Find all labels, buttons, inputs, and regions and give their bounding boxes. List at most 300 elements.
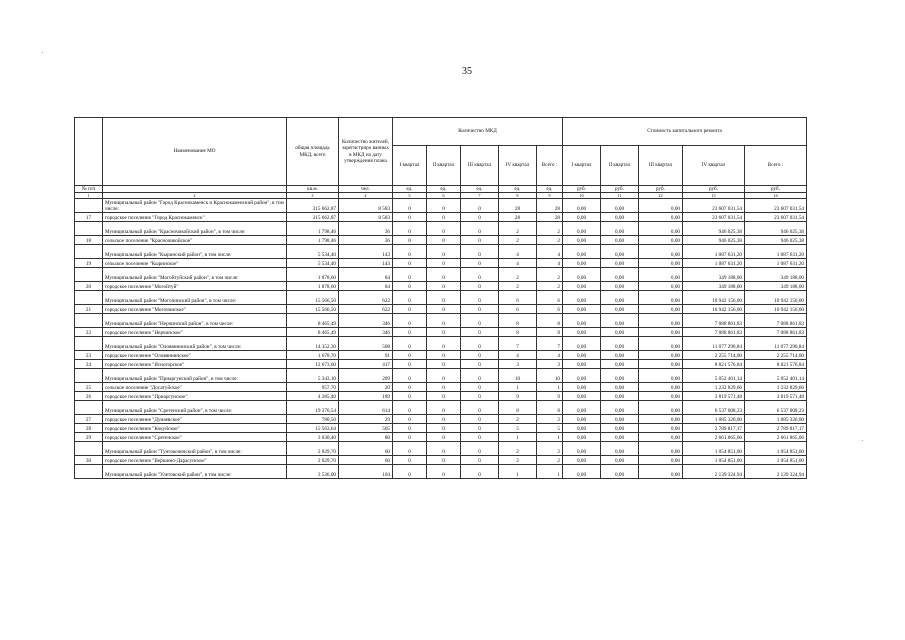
row-mkd-q2: 0 [427, 456, 461, 465]
header-mkd-q3: III квартал [461, 146, 499, 186]
row-cost-q1: 0,00 [563, 369, 601, 383]
row-name: сельское поселение "Красночикойское" [103, 236, 287, 245]
header-residents: Количество жителей, зарегистриро ванных в МКД на дату утверждения плана [339, 118, 393, 186]
row-cost-q2: 0,00 [601, 415, 639, 424]
row-cost-total: 349 188,00 [745, 268, 807, 282]
row-mkd-q1: 0 [393, 369, 427, 383]
row-name: городское поселение "Оловяннинское" [103, 351, 287, 360]
municipal-district-row [75, 314, 807, 328]
row-mkd-q1: 0 [393, 351, 427, 360]
row-area: 1 798,46 [287, 236, 339, 245]
row-mkd-q2: 0 [427, 328, 461, 337]
row-name: городское поселение "Нерчинское" [103, 328, 287, 337]
municipal-district-row [75, 222, 807, 236]
row-cost-q2: 0,00 [601, 369, 639, 383]
unit-rub: руб. [563, 186, 601, 193]
row-cost-total: 946 025,38 [745, 236, 807, 245]
row-name: городское поселение "Вершино-Дарасунское" [103, 456, 287, 465]
row-cost-q1: 0,00 [563, 415, 601, 424]
row-cost-q2: 0,00 [601, 222, 639, 236]
row-area: 5 534,40 [287, 245, 339, 259]
row-mkd-total: 6 [537, 305, 563, 314]
row-mkd-q2: 0 [427, 351, 461, 360]
row-cost-q4: 349 188,00 [683, 268, 745, 282]
row-cost-q2: 0,00 [601, 328, 639, 337]
row-cost-total: 10 942 156,00 [745, 291, 807, 305]
row-cost-q2: 0,00 [601, 259, 639, 268]
row-area: 5 343,10 [287, 369, 339, 383]
row-cost-q1: 0,00 [563, 236, 601, 245]
row-area: 12 673,60 [287, 360, 339, 369]
row-number [75, 314, 103, 328]
row-area: 15 563,64 [287, 424, 339, 433]
row-cost-q4: 1 087 631,20 [683, 259, 745, 268]
row-cost-q3: 0,00 [639, 465, 683, 479]
row-name: сельское поселение "Досатуйское" [103, 383, 287, 392]
row-cost-total: 11 077 290,84 [745, 337, 807, 351]
row-mkd-total: 2 [537, 282, 563, 291]
row-people: 84 [339, 268, 393, 282]
row-cost-q3: 0,00 [639, 415, 683, 424]
row-cost-q3: 0,00 [639, 392, 683, 401]
row-mkd-q4: 28 [499, 213, 537, 222]
row-mkd-q4: 2 [499, 415, 537, 424]
column-number: 2 [103, 193, 287, 199]
row-cost-q4: 349 188,00 [683, 282, 745, 291]
column-number: 6 [427, 193, 461, 199]
row-area: 3 536,00 [287, 465, 339, 479]
row-mkd-q4: 2 [499, 268, 537, 282]
row-number [75, 268, 103, 282]
row-mkd-q4: 3 [499, 360, 537, 369]
settlement-row [75, 424, 807, 433]
row-mkd-q3: 0 [461, 314, 499, 328]
row-cost-q2: 0,00 [601, 433, 639, 442]
table-body [75, 199, 807, 479]
row-mkd-q2: 0 [427, 465, 461, 479]
municipal-district-row [75, 442, 807, 456]
row-mkd-q1: 0 [393, 433, 427, 442]
row-people: 622 [339, 305, 393, 314]
row-cost-q3: 0,00 [639, 213, 683, 222]
row-mkd-total: 9 [537, 392, 563, 401]
row-cost-total: 1 087 631,20 [745, 245, 807, 259]
settlement-row [75, 360, 807, 369]
row-mkd-total: 4 [537, 259, 563, 268]
row-mkd-q3: 0 [461, 424, 499, 433]
row-mkd-q3: 0 [461, 245, 499, 259]
row-cost-q4: 5 052 401,14 [683, 369, 745, 383]
settlement-row [75, 456, 807, 465]
row-mkd-q1: 0 [393, 305, 427, 314]
row-cost-q2: 0,00 [601, 392, 639, 401]
row-cost-q4: 6 537 008,23 [683, 401, 745, 415]
row-people: 29 [339, 415, 393, 424]
row-cost-q3: 0,00 [639, 236, 683, 245]
row-name: Муниципальный район "Могочинский район", в том числе: [103, 291, 287, 305]
row-mkd-total: 4 [537, 351, 563, 360]
row-people: 60 [339, 442, 393, 456]
row-cost-q4: 7 088 861,83 [683, 314, 745, 328]
row-mkd-q3: 0 [461, 305, 499, 314]
row-mkd-q4: 2 [499, 236, 537, 245]
row-cost-q4: 7 088 861,83 [683, 328, 745, 337]
row-mkd-q1: 0 [393, 424, 427, 433]
row-number [75, 245, 103, 259]
settlement-row [75, 282, 807, 291]
row-cost-q1: 0,00 [563, 328, 601, 337]
row-cost-q1: 0,00 [563, 456, 601, 465]
row-mkd-q4: 28 [499, 199, 537, 213]
row-mkd-total: 2 [537, 222, 563, 236]
row-cost-q2: 0,00 [601, 213, 639, 222]
row-mkd-total: 1 [537, 383, 563, 392]
row-name: городское поселение "Приаргунское" [103, 392, 287, 401]
row-mkd-q2: 0 [427, 305, 461, 314]
row-cost-q3: 0,00 [639, 282, 683, 291]
row-number [75, 199, 103, 213]
row-people: 209 [339, 369, 393, 383]
row-mkd-q2: 0 [427, 383, 461, 392]
row-area: 19 376,54 [287, 401, 339, 415]
row-cost-q1: 0,00 [563, 199, 601, 213]
row-number: 28 [75, 424, 103, 433]
header-name: Наименование МО [103, 118, 287, 186]
row-mkd-total: 10 [537, 369, 563, 383]
row-mkd-q4: 8 [499, 328, 537, 337]
row-cost-q1: 0,00 [563, 259, 601, 268]
row-cost-q3: 0,00 [639, 360, 683, 369]
row-mkd-q3: 0 [461, 199, 499, 213]
unit-rub: руб. [745, 186, 807, 193]
municipal-district-row [75, 268, 807, 282]
row-cost-total: 7 088 861,83 [745, 328, 807, 337]
row-name: городское поселение "Сретенское" [103, 433, 287, 442]
row-mkd-q2: 0 [427, 222, 461, 236]
row-mkd-q3: 0 [461, 291, 499, 305]
row-number: 25 [75, 383, 103, 392]
row-people: 622 [339, 291, 393, 305]
row-cost-q3: 0,00 [639, 433, 683, 442]
row-name: Муниципальный район "Оловяннинский район", в том числе: [103, 337, 287, 351]
row-mkd-q4: 8 [499, 314, 537, 328]
row-number [75, 369, 103, 383]
row-cost-q4: 1 232 829,66 [683, 383, 745, 392]
row-mkd-q3: 0 [461, 259, 499, 268]
row-mkd-q2: 0 [427, 245, 461, 259]
row-mkd-q4: 2 [499, 456, 537, 465]
row-mkd-q3: 0 [461, 282, 499, 291]
settlement-row [75, 328, 807, 337]
row-people: 143 [339, 259, 393, 268]
header-mkd-q2: II квартал [427, 146, 461, 186]
row-cost-q4: 1 087 631,20 [683, 245, 745, 259]
settlement-row [75, 236, 807, 245]
row-mkd-q1: 0 [393, 259, 427, 268]
column-number: 13 [683, 193, 745, 199]
row-number [75, 442, 103, 456]
row-name: городское поселение "Кокуйское" [103, 424, 287, 433]
settlement-row [75, 305, 807, 314]
row-mkd-q1: 0 [393, 236, 427, 245]
row-area: 1 678,70 [287, 351, 339, 360]
row-mkd-q1: 0 [393, 282, 427, 291]
row-area: 315 662,87 [287, 213, 339, 222]
row-cost-q4: 2 255 714,00 [683, 351, 745, 360]
row-mkd-q2: 0 [427, 424, 461, 433]
row-area: 1 878,60 [287, 268, 339, 282]
header-cost-q3: III квартал [639, 146, 683, 186]
row-area: 15 566,50 [287, 291, 339, 305]
row-cost-total: 8 821 576,84 [745, 360, 807, 369]
row-mkd-total: 1 [537, 465, 563, 479]
row-number: 23 [75, 351, 103, 360]
row-mkd-total: 2 [537, 415, 563, 424]
row-people: 8 583 [339, 213, 393, 222]
unit-count: ед. [393, 186, 427, 193]
row-mkd-q2: 0 [427, 392, 461, 401]
row-cost-q2: 0,00 [601, 314, 639, 328]
row-cost-q1: 0,00 [563, 222, 601, 236]
row-mkd-q3: 0 [461, 465, 499, 479]
row-mkd-q1: 0 [393, 199, 427, 213]
row-name: Муниципальный район "Красночикойский район", в том числе: [103, 222, 287, 236]
row-name: Муниципальный район "Приаргунский район", в том числе: [103, 369, 287, 383]
row-mkd-q2: 0 [427, 360, 461, 369]
header-mkd-total: Всего : [537, 146, 563, 186]
row-number: 21 [75, 305, 103, 314]
row-area: 2 029,70 [287, 456, 339, 465]
row-name: городское поселение "Город Краснокаменск" [103, 213, 287, 222]
row-cost-q1: 0,00 [563, 465, 601, 479]
row-cost-q1: 0,00 [563, 268, 601, 282]
capital-repair-table [74, 117, 807, 479]
row-number: 20 [75, 282, 103, 291]
header-cost-q2: II квартал [601, 146, 639, 186]
row-name: Муниципальный район "Сретенский район", в том числе: [103, 401, 287, 415]
row-area: 14 352,30 [287, 337, 339, 351]
row-mkd-total: 8 [537, 328, 563, 337]
row-cost-total: 349 188,00 [745, 282, 807, 291]
row-name: городское поселение "Могойтуй" [103, 282, 287, 291]
unit-count: ед. [461, 186, 499, 193]
row-cost-q4: 1 085 326,00 [683, 415, 745, 424]
row-people: 104 [339, 465, 393, 479]
row-cost-total: 1 054 851,00 [745, 442, 807, 456]
row-number: 18 [75, 236, 103, 245]
row-mkd-q4: 2 [499, 442, 537, 456]
row-number: 30 [75, 456, 103, 465]
row-cost-q4: 23 607 031,54 [683, 213, 745, 222]
row-cost-q3: 0,00 [639, 442, 683, 456]
row-mkd-q4: 8 [499, 401, 537, 415]
row-number [75, 291, 103, 305]
column-number: 11 [601, 193, 639, 199]
row-people: 417 [339, 360, 393, 369]
row-cost-total: 1 232 829,66 [745, 383, 807, 392]
row-people: 8 583 [339, 199, 393, 213]
row-cost-q4: 1 054 851,00 [683, 456, 745, 465]
row-cost-q1: 0,00 [563, 305, 601, 314]
settlement-row [75, 415, 807, 424]
row-mkd-q3: 0 [461, 401, 499, 415]
row-number: 22 [75, 328, 103, 337]
unit-count: ед. [537, 186, 563, 193]
row-cost-total: 2 789 817,17 [745, 424, 807, 433]
header-cost-group: Стоимость капитального ремонта [563, 118, 807, 146]
row-mkd-q3: 0 [461, 415, 499, 424]
row-cost-q3: 0,00 [639, 259, 683, 268]
municipal-district-row [75, 337, 807, 351]
row-mkd-total: 6 [537, 291, 563, 305]
row-cost-q2: 0,00 [601, 360, 639, 369]
row-people: 80 [339, 433, 393, 442]
row-cost-q3: 0,00 [639, 199, 683, 213]
row-mkd-q4: 6 [499, 305, 537, 314]
row-cost-q1: 0,00 [563, 442, 601, 456]
row-people: 505 [339, 424, 393, 433]
row-number [75, 401, 103, 415]
row-mkd-q3: 0 [461, 383, 499, 392]
row-mkd-q3: 0 [461, 360, 499, 369]
row-cost-q3: 0,00 [639, 314, 683, 328]
row-mkd-q1: 0 [393, 383, 427, 392]
row-cost-q3: 0,00 [639, 291, 683, 305]
row-mkd-q2: 0 [427, 433, 461, 442]
row-mkd-total: 28 [537, 199, 563, 213]
row-mkd-total: 3 [537, 360, 563, 369]
row-cost-total: 3 819 571,48 [745, 392, 807, 401]
row-cost-q1: 0,00 [563, 337, 601, 351]
column-number: 7 [461, 193, 499, 199]
row-area: 1 878,60 [287, 282, 339, 291]
row-mkd-q3: 0 [461, 222, 499, 236]
unit-count: ед. [427, 186, 461, 193]
row-mkd-total: 2 [537, 456, 563, 465]
column-number: 3 [287, 193, 339, 199]
row-cost-q1: 0,00 [563, 392, 601, 401]
row-mkd-q4: 7 [499, 337, 537, 351]
row-number: 17 [75, 213, 103, 222]
row-cost-q2: 0,00 [601, 268, 639, 282]
row-mkd-total: 2 [537, 442, 563, 456]
row-mkd-q3: 0 [461, 328, 499, 337]
row-mkd-q2: 0 [427, 236, 461, 245]
row-cost-total: 2 661 865,06 [745, 433, 807, 442]
row-mkd-q2: 0 [427, 337, 461, 351]
scan-speck [42, 52, 43, 53]
row-mkd-q1: 0 [393, 222, 427, 236]
row-mkd-q2: 0 [427, 415, 461, 424]
row-cost-q4: 3 819 571,48 [683, 392, 745, 401]
header-cost-q4: IV квартал [683, 146, 745, 186]
row-cost-q2: 0,00 [601, 291, 639, 305]
row-cost-q2: 0,00 [601, 199, 639, 213]
row-cost-q4: 11 077 290,84 [683, 337, 745, 351]
municipal-district-row [75, 245, 807, 259]
settlement-row [75, 383, 807, 392]
municipal-district-row [75, 465, 807, 479]
row-name: городское поселение "Могочинское" [103, 305, 287, 314]
row-mkd-q1: 0 [393, 268, 427, 282]
row-cost-q3: 0,00 [639, 383, 683, 392]
municipal-district-row [75, 369, 807, 383]
row-cost-q2: 0,00 [601, 401, 639, 415]
page-number: 35 [462, 66, 472, 77]
row-mkd-q3: 0 [461, 369, 499, 383]
row-people: 346 [339, 314, 393, 328]
row-mkd-q1: 0 [393, 465, 427, 479]
row-mkd-q2: 0 [427, 199, 461, 213]
row-cost-q3: 0,00 [639, 369, 683, 383]
column-number: 10 [563, 193, 601, 199]
row-mkd-q3: 0 [461, 337, 499, 351]
row-cost-q1: 0,00 [563, 213, 601, 222]
row-number [75, 222, 103, 236]
row-mkd-q1: 0 [393, 360, 427, 369]
row-mkd-q1: 0 [393, 442, 427, 456]
row-cost-q4: 10 942 156,00 [683, 291, 745, 305]
row-cost-q1: 0,00 [563, 424, 601, 433]
row-mkd-q4: 6 [499, 291, 537, 305]
row-people: 20 [339, 383, 393, 392]
row-cost-q1: 0,00 [563, 401, 601, 415]
row-cost-q1: 0,00 [563, 360, 601, 369]
row-area: 957,70 [287, 383, 339, 392]
row-name: Муниципальный район "Город Краснокаменск и Краснокаменский район", в том числе: [103, 199, 287, 213]
unit-count: ед. [499, 186, 537, 193]
row-mkd-q1: 0 [393, 392, 427, 401]
row-people: 91 [339, 351, 393, 360]
row-cost-q3: 0,00 [639, 305, 683, 314]
row-mkd-q1: 0 [393, 314, 427, 328]
municipal-district-row [75, 291, 807, 305]
row-number: 26 [75, 392, 103, 401]
row-mkd-q2: 0 [427, 442, 461, 456]
row-mkd-q1: 0 [393, 337, 427, 351]
row-number [75, 337, 103, 351]
row-name: Муниципальный район "Тунгокоченский район", в том числе: [103, 442, 287, 456]
row-number: 24 [75, 360, 103, 369]
row-mkd-q4: 1 [499, 465, 537, 479]
row-name: городское поселение "Ясногорское" [103, 360, 287, 369]
row-mkd-q2: 0 [427, 291, 461, 305]
row-mkd-q1: 0 [393, 291, 427, 305]
row-mkd-q2: 0 [427, 401, 461, 415]
row-name: сельское поселение "Кыринское" [103, 259, 287, 268]
row-cost-q2: 0,00 [601, 337, 639, 351]
row-mkd-total: 8 [537, 401, 563, 415]
row-mkd-q2: 0 [427, 369, 461, 383]
row-mkd-q4: 9 [499, 392, 537, 401]
row-cost-total: 2 255 714,00 [745, 351, 807, 360]
row-area: 4 385,40 [287, 392, 339, 401]
row-people: 189 [339, 392, 393, 401]
row-area: 8 465,49 [287, 314, 339, 328]
row-cost-q1: 0,00 [563, 383, 601, 392]
column-number: 12 [639, 193, 683, 199]
column-number: 1 [75, 193, 103, 199]
row-area: 2 029,70 [287, 442, 339, 456]
row-people: 60 [339, 456, 393, 465]
header-mkd-group: Количество МКД [393, 118, 563, 146]
row-area: 315 662,87 [287, 199, 339, 213]
row-mkd-q3: 0 [461, 236, 499, 245]
row-mkd-total: 5 [537, 424, 563, 433]
row-area: 3 030,40 [287, 433, 339, 442]
unit-people: чел. [339, 186, 393, 193]
row-mkd-total: 1 [537, 433, 563, 442]
